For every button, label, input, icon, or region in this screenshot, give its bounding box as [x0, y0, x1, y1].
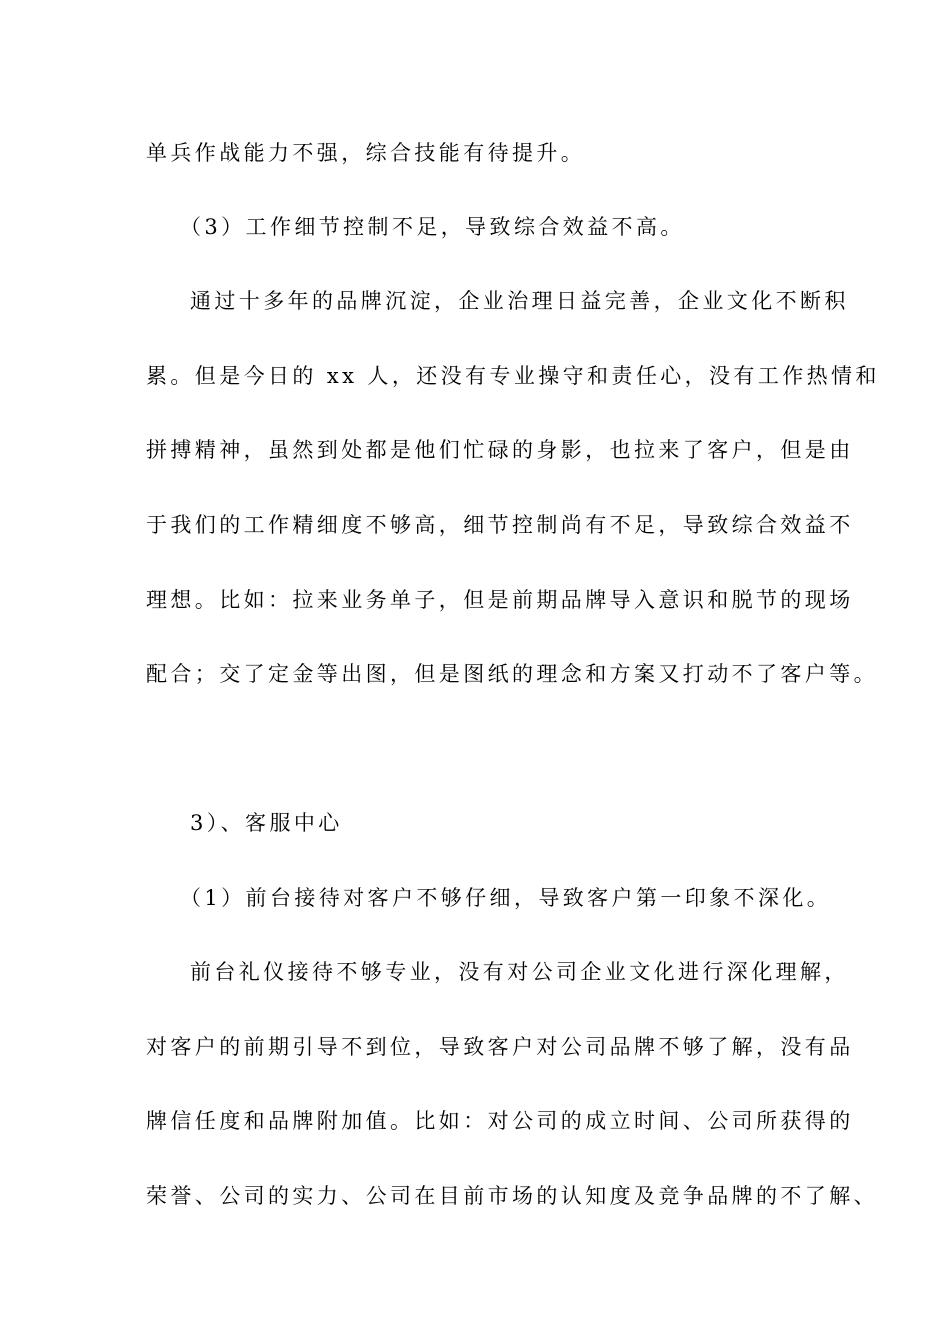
paragraph-line: 荣誉、公司的实力、公司在目前市场的认知度及竞争品牌的不了解、	[146, 1184, 878, 1208]
paragraph-line: 牌信任度和品牌附加值。比如：对公司的成立时间、公司所获得的	[146, 1109, 854, 1133]
subheading: （3）工作细节控制不足，导致综合效益不高。	[180, 215, 685, 239]
paragraph-line: 对客户的前期引导不到位，导致客户对公司品牌不够了解，没有品	[146, 1035, 854, 1059]
paragraph-line: 单兵作战能力不强，综合技能有待提升。	[146, 141, 586, 165]
paragraph-line: 配合；交了定金等出图，但是图纸的理念和方案又打动不了客户等。	[146, 662, 878, 686]
paragraph-line: 于我们的工作精细度不够高，细节控制尚有不足，导致综合效益不	[146, 513, 854, 537]
paragraph-line: 累。但是今日的 xx 人，还没有专业操守和责任心，没有工作热情和	[146, 364, 880, 388]
paragraph-line: 理想。比如：拉来业务单子，但是前期品牌导入意识和脱节的现场	[146, 588, 854, 612]
paragraph-line: 拼搏精神，虽然到处都是他们忙碌的身影，也拉来了客户，但是由	[146, 438, 854, 462]
subheading: （1）前台接待对客户不够仔细，导致客户第一印象不深化。	[180, 886, 832, 910]
paragraph-line: 前台礼仪接待不够专业，没有对公司企业文化进行深化理解，	[190, 960, 849, 984]
paragraph-line: 通过十多年的品牌沉淀，企业治理日益完善，企业文化不断积	[190, 289, 849, 313]
section-heading: 3）、客服中心	[190, 811, 343, 835]
